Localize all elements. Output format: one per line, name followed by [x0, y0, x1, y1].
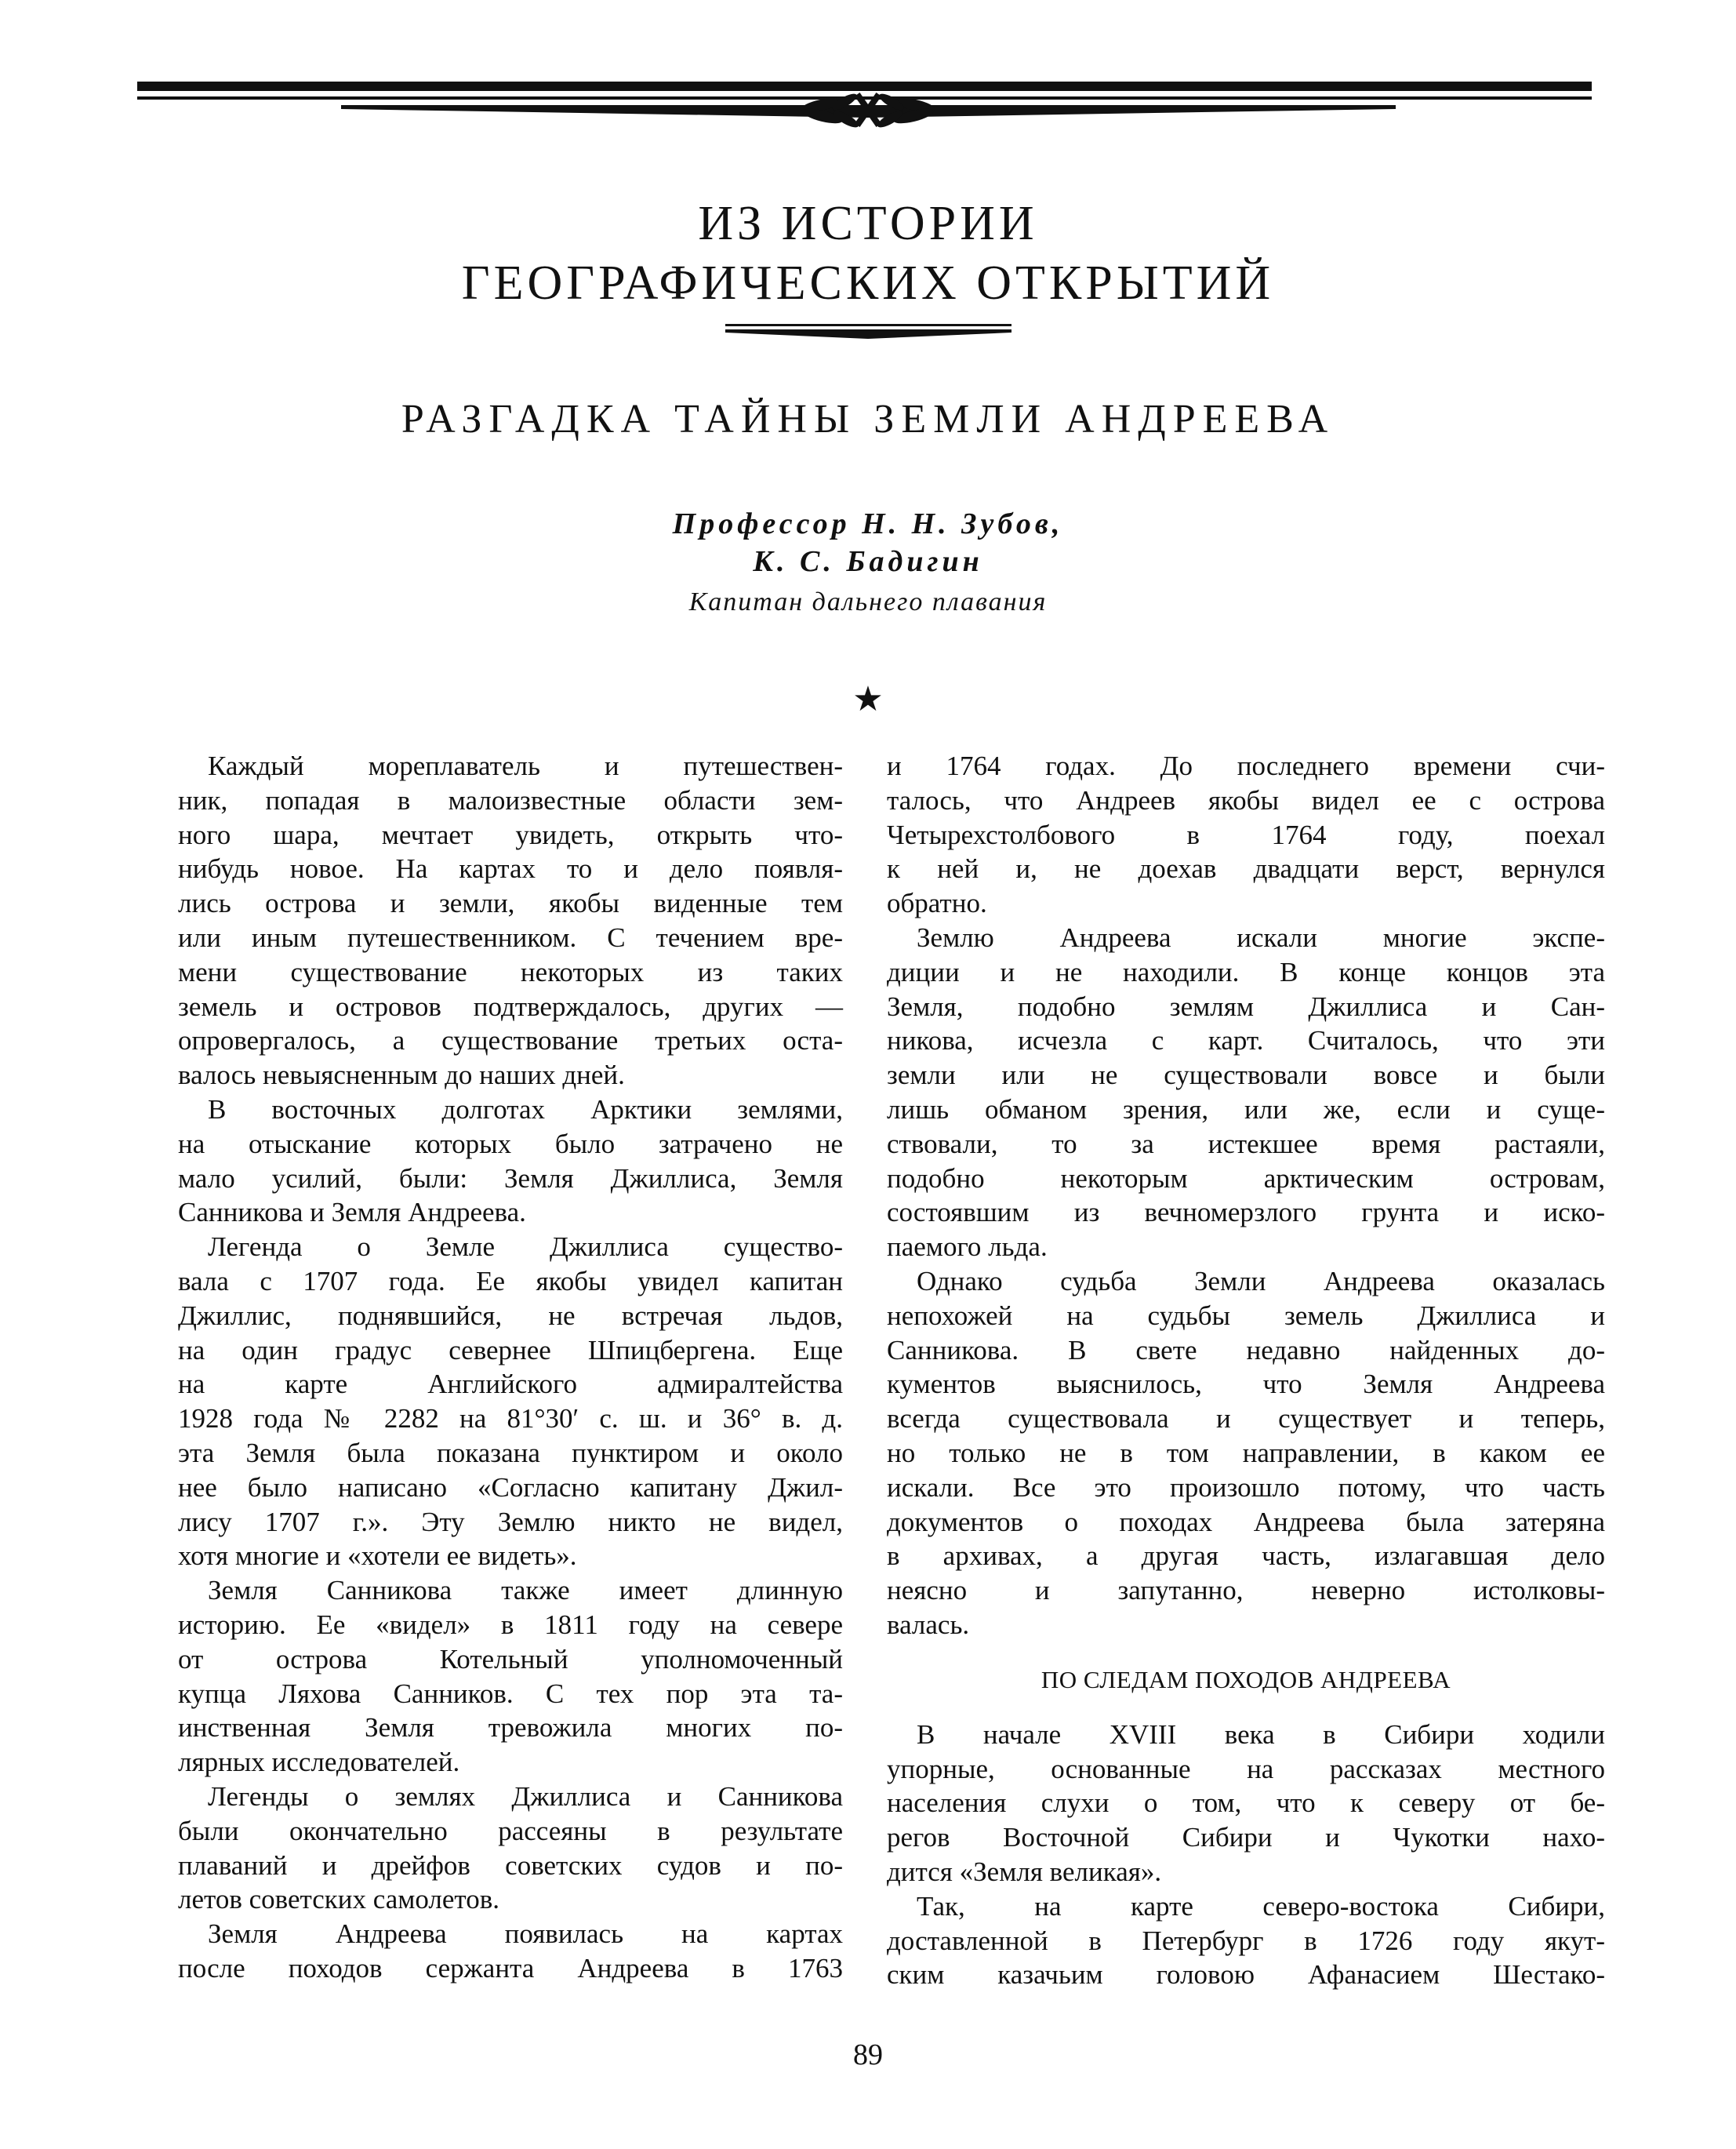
text-line: В начале XVIII века в Сибири ходили: [917, 1718, 1605, 1750]
text-line: дится «Земля великая».: [887, 1856, 1162, 1887]
text-line: мени существование некоторых из таких: [178, 956, 843, 987]
star-separator-icon: ★: [852, 680, 884, 718]
text-line: хотя многие и «хотели ее видеть».: [178, 1540, 577, 1572]
thick-rule: [137, 82, 1592, 91]
text-line: Землю Андреева искали многие экспе-: [917, 922, 1605, 953]
text-line: мало усилий, были: Земля Джиллиса, Земля: [178, 1162, 843, 1194]
text-line: населения слухи о том, что к северу от бе-: [887, 1787, 1605, 1819]
author-role: Капитан дальнего плавания: [688, 587, 1048, 616]
text-line: и 1764 годах. До последнего времени счи-: [887, 751, 1605, 781]
paragraph: [178, 1093, 843, 1230]
paragraph: [887, 749, 1605, 921]
text-line: 1928 года № 2282 на 81°30′ с. ш. и 36° в. д.: [178, 1403, 843, 1434]
text-line: на карте Английского адмиралтейства: [178, 1369, 843, 1400]
page-number: 89: [853, 2038, 883, 2071]
article-title: РАЗГАДКА ТАЙНЫ ЗЕМЛИ АНДРЕЕВА: [401, 397, 1335, 442]
text-column-right: [887, 749, 1605, 1992]
text-line: обратно.: [887, 888, 987, 919]
text-line: подобно некоторым арктическим островам,: [887, 1162, 1605, 1194]
text-line: непохожей на судьбы земель Джиллиса и: [887, 1300, 1605, 1331]
text-line: Земля Андреева появилась на картах: [208, 1918, 843, 1950]
section-title-line1: ИЗ ИСТОРИИ: [698, 197, 1038, 250]
text-line: упорные, основанные на рассказах местного: [887, 1753, 1605, 1784]
text-line: Так, на карте северо-востока Сибири,: [917, 1890, 1605, 1922]
text-line: лись острова и земли, якобы виденные тем: [178, 888, 843, 919]
text-line: после походов сержанта Андреева в 1763: [178, 1952, 843, 1984]
paragraph: [178, 1917, 843, 1986]
text-line: никова, исчезла с карт. Считалось, что эти: [887, 1025, 1605, 1056]
text-line: к ней и, не доехав двадцати верст, вернулся: [887, 853, 1605, 885]
text-line: Земля, подобно землям Джиллиса и Сан-: [887, 991, 1605, 1022]
paragraph: [178, 749, 843, 1093]
text-line: Легенды о землях Джиллиса и Санникова: [208, 1780, 843, 1812]
paragraph: [887, 1264, 1605, 1642]
text-line: всегда существовала и существует и теперь,: [887, 1403, 1605, 1434]
text-line: валось невыясненным до наших дней.: [178, 1060, 625, 1091]
text-line: талось, что Андреев якобы видел ее с острова: [887, 784, 1605, 816]
text-line: ствовали, то за истекшее время растаяли,: [887, 1128, 1605, 1159]
text-line: опровергалось, а существование третьих оста-: [178, 1025, 843, 1056]
text-line: Четырехстолбового в 1764 году, поехал: [887, 819, 1605, 850]
text-line: регов Восточной Сибири и Чукотки нахо-: [887, 1822, 1605, 1853]
text-line: купца Ляхова Санников. С тех пор эта та-: [178, 1678, 843, 1709]
text-line: инственная Земля тревожила многих по-: [178, 1712, 843, 1744]
text-line: лишь обманом зрения, или же, если и суще-: [887, 1093, 1605, 1125]
text-line: но только не в том направлении, в каком ее: [887, 1437, 1605, 1468]
text-line: доставленной в Петербург в 1726 году якут-: [887, 1925, 1605, 1956]
text-line: земли или не существовали вовсе и были: [887, 1060, 1605, 1091]
section-heading: ПО СЛЕДАМ ПОХОДОВ АНДРЕЕВА: [1041, 1665, 1451, 1693]
text-line: лису 1707 г.». Эту Землю никто не видел,: [178, 1506, 843, 1537]
text-line: ного шара, мечтает увидеть, открыть что-: [178, 819, 843, 850]
paragraph: [178, 1780, 843, 1917]
text-line: на отыскание которых было затрачено не: [178, 1128, 843, 1159]
text-line: нибудь новое. На картах то и дело появля-: [178, 853, 843, 885]
title-divider-rule: [0, 318, 1736, 341]
text-line: на один градус севернее Шпицбергена. Еще: [178, 1334, 843, 1365]
text-line: валась.: [887, 1609, 970, 1640]
text-line: ник, попадая в малоизвестные области зем-: [178, 784, 843, 816]
text-line: Земля Санникова также имеет длинную: [208, 1575, 843, 1606]
text-line: Каждый мореплаватель и путешествен-: [208, 751, 843, 781]
text-line: лярных исследователей.: [178, 1747, 460, 1778]
text-line: кументов выяснилось, что Земля Андреева: [887, 1369, 1605, 1400]
text-line: неясно и запутанно, неверно истолковы-: [887, 1575, 1605, 1606]
section-title-line2: ГЕОГРАФИЧЕСКИХ ОТКРЫТИЙ: [461, 256, 1275, 310]
text-line: плаваний и дрейфов советских судов и по-: [178, 1849, 843, 1881]
text-line: историю. Ее «видел» в 1811 году на севере: [178, 1609, 843, 1640]
text-line: эта Земля была показана пунктиром и около: [178, 1437, 843, 1468]
text-line: Джиллис, поднявшийся, не встречая льдов,: [178, 1300, 843, 1331]
paragraph: [887, 921, 1605, 1264]
text-line: в архивах, а другая часть, излагавшая дело: [887, 1540, 1605, 1572]
text-line: Санникова и Земля Андреева.: [178, 1197, 526, 1228]
thin-rule: [137, 96, 1592, 100]
text-line: нее было написано «Согласно капитану Джил-: [178, 1471, 843, 1503]
text-line: ским казачьим головою Афанасием Шестако-: [887, 1959, 1605, 1991]
text-line: или иным путешественником. С течением вре-: [178, 922, 843, 953]
text-line: документов о походах Андреева была затеряна: [887, 1506, 1605, 1537]
text-line: от острова Котельный уполномоченный: [178, 1643, 843, 1674]
text-line: диции и не находили. В конце концов эта: [887, 956, 1605, 987]
text-line: Санникова. В свете недавно найденных до-: [887, 1334, 1605, 1365]
text-line: летов советских самолетов.: [178, 1884, 500, 1915]
paragraph: [887, 1889, 1605, 1992]
author-zubov: Профессор Н. Н. Зубов,: [672, 507, 1064, 540]
paragraph: [887, 1718, 1605, 1889]
text-line: были окончательно рассеяны в результате: [178, 1815, 843, 1846]
text-line: Легенда о Земле Джиллиса существо-: [208, 1231, 843, 1263]
text-line: состоявшим из вечномерзлого грунта и иско-: [887, 1197, 1605, 1228]
text-column-left: [178, 749, 843, 1986]
text-line: вала с 1707 года. Ее якобы увидел капитан: [178, 1265, 843, 1296]
text-line: В восточных долготах Арктики землями,: [208, 1093, 843, 1125]
text-line: искали. Все это произошло потому, что часть: [887, 1471, 1605, 1503]
header-ornament-rules: [0, 0, 1736, 157]
paragraph: [178, 1230, 843, 1573]
text-line: паемого льда.: [887, 1231, 1048, 1263]
author-badigin: К. С. Бадигин: [753, 545, 983, 578]
text-line: земель и островов подтверждалось, других —: [178, 991, 843, 1022]
paragraph: [178, 1573, 843, 1780]
text-line: Однако судьба Земли Андреева оказалась: [917, 1265, 1605, 1296]
